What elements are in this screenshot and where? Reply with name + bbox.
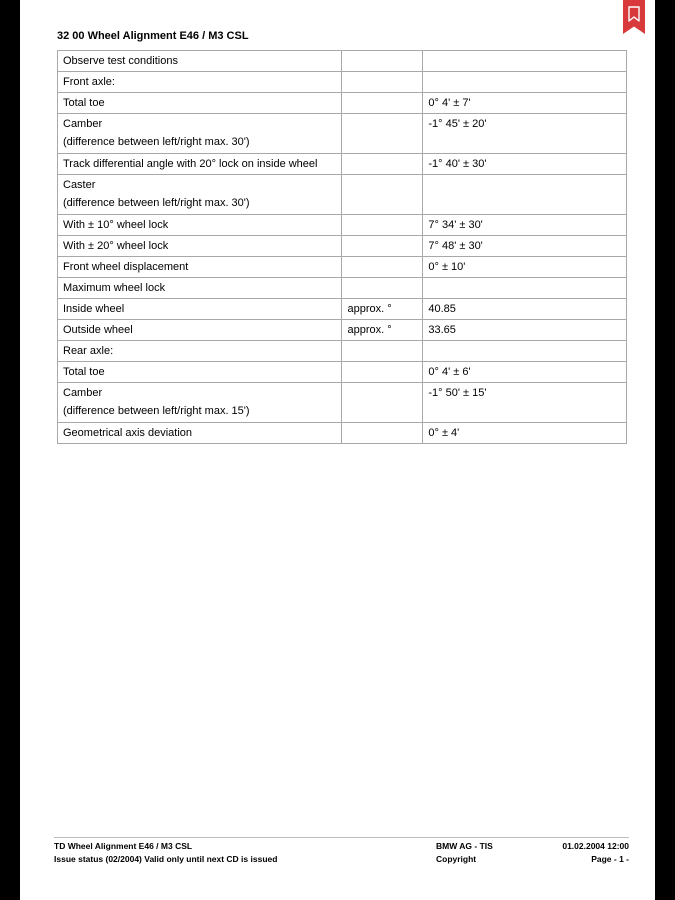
- row-label: Maximum wheel lock: [58, 278, 342, 299]
- row-label: Front axle:: [58, 72, 342, 93]
- table-row: [58, 215, 627, 236]
- row-label: Observe test conditions: [58, 51, 342, 72]
- table-row: [58, 257, 627, 278]
- row-value: 33.65: [423, 320, 627, 341]
- row-value: 7° 48' ± 30': [423, 236, 627, 257]
- table-row: [58, 383, 627, 423]
- table-row: [58, 341, 627, 362]
- table-row: [58, 51, 627, 72]
- table-row: [58, 72, 627, 93]
- row-value: [423, 278, 627, 299]
- footer-datetime: 01.02.2004 12:00: [562, 841, 629, 851]
- row-value: 0° ± 4': [423, 423, 627, 444]
- row-label-cell: [58, 383, 342, 423]
- table-row: [58, 154, 627, 175]
- row-label-note: (difference between left/right max. 30'): [63, 197, 250, 209]
- row-qualifier: [342, 341, 423, 362]
- row-label: Geometrical axis deviation: [58, 423, 342, 444]
- table-row: [58, 320, 627, 341]
- row-label: Outside wheel: [58, 320, 342, 341]
- row-qualifier: [342, 51, 423, 72]
- row-value: 0° 4' ± 6': [423, 362, 627, 383]
- row-value: [423, 175, 627, 215]
- document-page: [20, 0, 655, 900]
- row-label: Rear axle:: [58, 341, 342, 362]
- table-row: [58, 236, 627, 257]
- row-qualifier: [342, 423, 423, 444]
- table-row: [58, 278, 627, 299]
- row-qualifier: [342, 362, 423, 383]
- row-qualifier: [342, 114, 423, 154]
- row-qualifier: [342, 72, 423, 93]
- footer-row-2: [54, 851, 629, 864]
- row-label: With ± 20° wheel lock: [58, 236, 342, 257]
- footer-doc-name: TD Wheel Alignment E46 / M3 CSL: [54, 841, 193, 851]
- row-label: With ± 10° wheel lock: [58, 215, 342, 236]
- row-value: -1° 40' ± 30': [423, 154, 627, 175]
- row-label-note: (difference between left/right max. 30'): [63, 136, 250, 148]
- row-qualifier: [342, 383, 423, 423]
- row-label: Front wheel displacement: [58, 257, 342, 278]
- row-qualifier: approx. °: [342, 320, 423, 341]
- row-value: -1° 45' ± 20': [423, 114, 627, 154]
- row-value: 0° 4' ± 7': [423, 93, 627, 114]
- document-title: 32 00 Wheel Alignment E46 / M3 CSL: [57, 30, 249, 42]
- table-row: [58, 93, 627, 114]
- footer-page-number: Page - 1 -: [591, 854, 629, 864]
- table-row: [58, 299, 627, 320]
- row-qualifier: [342, 278, 423, 299]
- row-label: Total toe: [58, 93, 342, 114]
- bookmark-icon: [628, 6, 640, 22]
- row-value: -1° 50' ± 15': [423, 383, 627, 423]
- row-value: 7° 34' ± 30': [423, 215, 627, 236]
- row-label: Inside wheel: [58, 299, 342, 320]
- row-value: 0° ± 10': [423, 257, 627, 278]
- row-label-note: (difference between left/right max. 15'): [63, 405, 250, 417]
- row-value: [423, 72, 627, 93]
- row-qualifier: [342, 93, 423, 114]
- footer-issue-status: Issue status (02/2004) Valid only until next CD is issued: [54, 854, 278, 864]
- table-row: [58, 175, 627, 215]
- row-qualifier: [342, 175, 423, 215]
- page-footer: [54, 837, 629, 864]
- table-row: [58, 362, 627, 383]
- table-row: [58, 114, 627, 154]
- row-value: [423, 341, 627, 362]
- row-qualifier: [342, 257, 423, 278]
- table-row: [58, 423, 627, 444]
- row-qualifier: approx. °: [342, 299, 423, 320]
- row-label-cell: [58, 175, 342, 215]
- bookmark-ribbon[interactable]: [623, 0, 645, 34]
- footer-publisher: BMW AG - TIS: [436, 841, 493, 851]
- row-qualifier: [342, 215, 423, 236]
- row-label: Camber: [63, 387, 103, 399]
- row-qualifier: [342, 154, 423, 175]
- row-qualifier: [342, 236, 423, 257]
- row-value: 40.85: [423, 299, 627, 320]
- footer-row-1: [54, 838, 629, 851]
- row-label: Caster: [63, 179, 96, 191]
- row-label: Total toe: [58, 362, 342, 383]
- row-label-cell: [58, 114, 342, 154]
- row-label: Track differential angle with 20° lock on inside wheel: [58, 154, 342, 175]
- alignment-spec-table: [57, 50, 627, 444]
- row-label: Camber: [63, 118, 103, 130]
- row-value: [423, 51, 627, 72]
- footer-copyright: Copyright: [436, 854, 477, 864]
